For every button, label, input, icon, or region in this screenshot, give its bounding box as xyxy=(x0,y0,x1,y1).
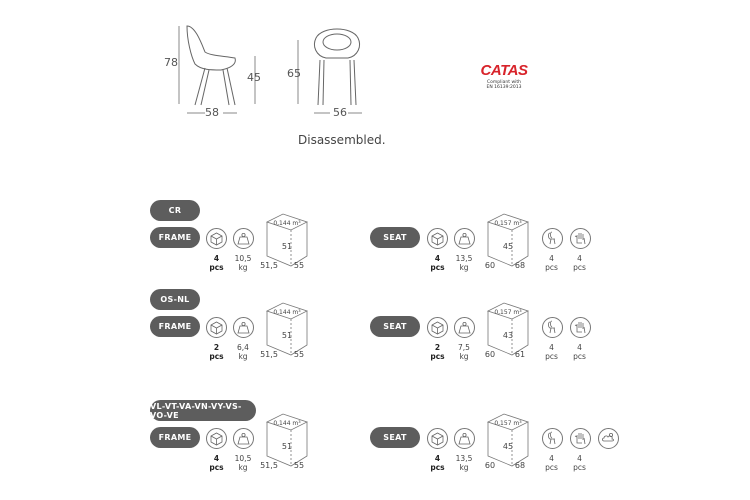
stack-hand-icon xyxy=(570,317,591,338)
seat-pcs: 4 xyxy=(434,254,441,263)
seat-box-height: 45 xyxy=(502,242,514,251)
stack2-label xyxy=(569,454,590,472)
seat-box-width: 60 xyxy=(484,350,496,359)
front-height-label: 65 xyxy=(287,67,301,80)
seat-weight-label xyxy=(452,254,476,272)
frame-pcs-unit: pcs xyxy=(209,463,224,472)
stack2-label xyxy=(569,343,590,361)
stack1-unit: pcs xyxy=(545,352,558,361)
frame-box-width: 51,5 xyxy=(260,350,278,359)
seat-box-depth: 68 xyxy=(514,261,526,270)
box-icon xyxy=(206,317,227,338)
weight-icon xyxy=(233,228,254,249)
frame-box-diagram xyxy=(260,412,311,470)
side-height-label: 78 xyxy=(164,56,178,69)
seat-weight-unit: kg xyxy=(459,263,469,272)
stack1-label xyxy=(541,343,562,361)
stack2-unit: pcs xyxy=(573,463,586,472)
seat-pcs-label xyxy=(427,454,448,472)
stack2-label xyxy=(569,254,590,272)
stack1-label xyxy=(541,454,562,472)
seat-pill: SEAT xyxy=(370,227,420,248)
stack-hand-icon xyxy=(570,228,591,249)
box-icon xyxy=(427,228,448,249)
frame-weight: 10,5 xyxy=(234,254,252,263)
weight-icon xyxy=(233,317,254,338)
seat-pill: SEAT xyxy=(370,427,420,448)
stack-hand-icon xyxy=(570,428,591,449)
chair-side-view xyxy=(165,20,265,120)
stack2-unit: pcs xyxy=(573,352,586,361)
seat-pill: SEAT xyxy=(370,316,420,337)
seat-volume: 0,157 m³ xyxy=(494,220,522,227)
stack-chairs-icon xyxy=(542,228,563,249)
frame-weight: 6,4 xyxy=(237,343,249,352)
frame-box-diagram xyxy=(260,301,311,359)
chair-front-view xyxy=(292,20,382,120)
stack1-count: 4 xyxy=(549,454,554,463)
seat-box-width: 60 xyxy=(484,261,496,270)
seat-weight-unit: kg xyxy=(459,463,469,472)
model-code-pill: CR xyxy=(150,200,200,221)
frame-pcs-label xyxy=(206,254,227,272)
model-code-pill: VL-VT-VA-VN-VY-VS-VO-VE xyxy=(150,400,256,421)
frame-pcs-unit: pcs xyxy=(209,352,224,361)
stack1-count: 4 xyxy=(549,343,554,352)
seat-box-height: 43 xyxy=(502,331,514,340)
stack2-unit: pcs xyxy=(573,263,586,272)
seat-weight-label xyxy=(452,454,476,472)
frame-weight-unit: kg xyxy=(238,463,248,472)
stack1-label xyxy=(541,254,562,272)
box-icon xyxy=(206,228,227,249)
frame-weight-label xyxy=(231,454,255,472)
seat-pcs-unit: pcs xyxy=(430,263,445,272)
frame-pcs-label xyxy=(206,343,227,361)
seat-box-diagram xyxy=(484,301,532,359)
frame-weight-label xyxy=(231,343,255,361)
frame-box-width: 51,5 xyxy=(260,461,278,470)
stack2-count: 4 xyxy=(577,454,582,463)
frame-volume: 0,144 m³ xyxy=(273,220,301,227)
seat-box-diagram xyxy=(484,412,532,470)
stack2-count: 4 xyxy=(577,254,582,263)
frame-pill: FRAME xyxy=(150,227,200,248)
seat-pcs-unit: pcs xyxy=(430,352,445,361)
frame-box-depth: 55 xyxy=(293,461,305,470)
seat-box-height: 45 xyxy=(502,442,514,451)
stack2-count: 4 xyxy=(577,343,582,352)
frame-pill: FRAME xyxy=(150,427,200,448)
weight-icon xyxy=(454,317,475,338)
catas-logo xyxy=(474,62,534,90)
seat-box-width: 60 xyxy=(484,461,496,470)
box-icon xyxy=(427,428,448,449)
frame-box-diagram xyxy=(260,212,311,270)
stack-chairs-icon xyxy=(542,317,563,338)
weight-icon xyxy=(233,428,254,449)
seat-box-diagram xyxy=(484,212,532,270)
frame-weight-unit: kg xyxy=(238,352,248,361)
frame-box-height: 51 xyxy=(281,242,293,251)
frame-pcs: 4 xyxy=(213,454,220,463)
seat-weight-unit: kg xyxy=(459,352,469,361)
frame-weight: 10,5 xyxy=(234,454,252,463)
seat-volume: 0,157 m³ xyxy=(494,420,522,427)
frame-weight-unit: kg xyxy=(238,263,248,272)
section-title: Disassembled. xyxy=(298,133,386,147)
catas-line1: Compliant with xyxy=(487,80,521,85)
frame-pcs-label xyxy=(206,454,227,472)
weight-icon xyxy=(454,228,475,249)
side-width-label: 58 xyxy=(205,106,219,119)
stack1-unit: pcs xyxy=(545,263,558,272)
box-icon xyxy=(206,428,227,449)
frame-pill: FRAME xyxy=(150,316,200,337)
seat-box-depth: 68 xyxy=(514,461,526,470)
stack-chairs-icon xyxy=(542,428,563,449)
seat-box-depth: 61 xyxy=(514,350,526,359)
stack1-count: 4 xyxy=(549,254,554,263)
model-code-pill: OS-NL xyxy=(150,289,200,310)
seat-pcs-unit: pcs xyxy=(430,463,445,472)
frame-volume: 0,144 m³ xyxy=(273,420,301,427)
frame-weight-label xyxy=(231,254,255,272)
seat-weight: 7,5 xyxy=(458,343,470,352)
seat-weight: 13,5 xyxy=(455,454,473,463)
frame-pcs: 2 xyxy=(213,343,220,352)
frame-box-depth: 55 xyxy=(293,261,305,270)
frame-box-depth: 55 xyxy=(293,350,305,359)
seat-pcs: 2 xyxy=(434,343,441,352)
seat-weight: 13,5 xyxy=(455,254,473,263)
frame-box-height: 51 xyxy=(281,331,293,340)
frame-box-height: 51 xyxy=(281,442,293,451)
side-seat-height-label: 45 xyxy=(247,71,261,84)
seat-volume: 0,157 m³ xyxy=(494,309,522,316)
frame-pcs: 4 xyxy=(213,254,220,263)
frame-volume: 0,144 m³ xyxy=(273,309,301,316)
box-icon xyxy=(427,317,448,338)
seat-pcs-label xyxy=(427,343,448,361)
weight-icon xyxy=(454,428,475,449)
seat-weight-label xyxy=(452,343,476,361)
frame-pcs-unit: pcs xyxy=(209,263,224,272)
catas-line2: EN 16139:2013 xyxy=(486,85,522,90)
front-width-label: 56 xyxy=(333,106,347,119)
frame-box-width: 51,5 xyxy=(260,261,278,270)
outdoor-icon xyxy=(598,428,619,449)
seat-pcs: 4 xyxy=(434,454,441,463)
seat-pcs-label xyxy=(427,254,448,272)
stack1-unit: pcs xyxy=(545,463,558,472)
catas-brand: CATAS xyxy=(480,62,528,79)
